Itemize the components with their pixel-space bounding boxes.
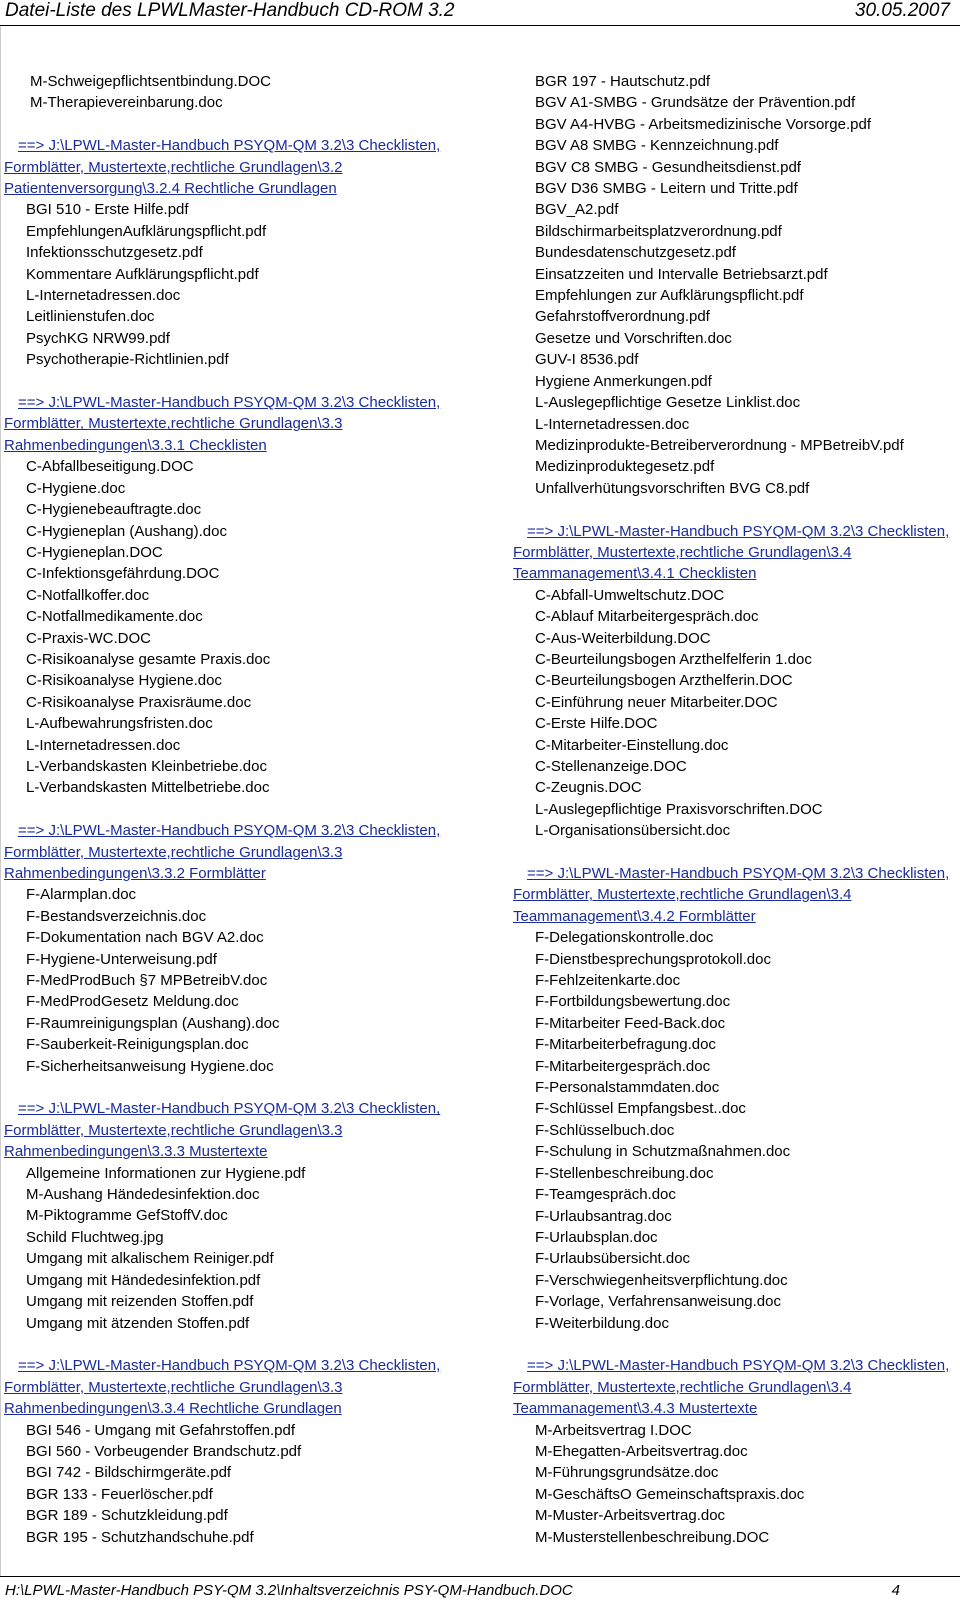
file-entry: F-Mitarbeiter Feed-Back.doc	[535, 1014, 726, 1032]
file-entry: C-Notfallkoffer.doc	[26, 586, 150, 604]
file-entry: BGV A8 SMBG - Kennzeichnung.pdf	[535, 137, 779, 155]
file-entry: F-Schulung in Schutzmaßnahmen.doc	[535, 1143, 791, 1161]
folder-link[interactable]: ==> J:\LPWL-Master-Handbuch PSYQM-QM 3.2\3 Checklisten,	[18, 1100, 441, 1118]
file-entry: GUV-I 8536.pdf	[535, 351, 639, 369]
file-entry: Umgang mit reizenden Stoffen.pdf	[26, 1293, 254, 1311]
right-column	[513, 71, 958, 1548]
file-entry: F-Personalstammdaten.doc	[535, 1079, 720, 1097]
folder-link[interactable]: ==> J:\LPWL-Master-Handbuch PSYQM-QM 3.2\3 Checklisten,	[527, 865, 950, 882]
file-entry: Hygiene Anmerkungen.pdf	[535, 372, 712, 390]
folder-link[interactable]: Teammanagement\3.4.2 Formblätter	[513, 907, 756, 925]
file-entry: BGI 560 - Vorbeugender Brandschutz.pdf	[26, 1442, 302, 1460]
section-rechtliche-grundlagen-3-3-4	[4, 1355, 484, 1548]
file-entry: Empfehlungen zur Aufklärungspflicht.pdf	[535, 287, 804, 305]
file-entry: C-Infektionsgefährdung.DOC	[26, 565, 220, 583]
file-entry: C-Ablauf Mitarbeitergespräch.doc	[535, 608, 759, 626]
section-formblaetter-3-3-2	[4, 820, 484, 1077]
file-entry: L-Verbandskasten Mittelbetriebe.doc	[26, 779, 270, 797]
folder-link[interactable]: Rahmenbedingungen\3.3.4 Rechtliche Grundlagen	[4, 1400, 342, 1418]
folder-link[interactable]: ==> J:\LPWL-Master-Handbuch PSYQM-QM 3.2\3 Checklisten,	[18, 1357, 441, 1375]
section-checklisten-3-3-1	[4, 392, 484, 799]
file-entry: Unfallverhütungsvorschriften BVG C8.pdf	[535, 479, 810, 497]
file-entry: C-Notfallmedikamente.doc	[26, 608, 203, 626]
folder-link[interactable]: Formblätter, Mustertexte,rechtliche Grundlagen\3.3	[4, 1378, 343, 1396]
section-checklisten-3-2-4	[4, 135, 484, 370]
folder-link[interactable]: ==> J:\LPWL-Master-Handbuch PSYQM-QM 3.2\3 Checklisten,	[527, 522, 950, 540]
file-entry: Gesetze und Vorschriften.doc	[535, 329, 732, 347]
file-entry: M-Arbeitsvertrag I.DOC	[535, 1421, 692, 1439]
file-entry: Bildschirmarbeitsplatzverordnung.pdf	[535, 222, 782, 240]
file-entry: L-Organisationsübersicht.doc	[535, 822, 731, 840]
file-entry: F-Verschwiegenheitsverpflichtung.doc	[535, 1271, 788, 1289]
file-entry: F-Teamgespräch.doc	[535, 1186, 676, 1204]
file-entry: F-Weiterbildung.doc	[535, 1314, 669, 1332]
folder-link[interactable]: Patientenversorgung\3.2.4 Rechtliche Grundlagen	[4, 180, 337, 198]
file-entry: C-Zeugnis.DOC	[535, 779, 642, 797]
file-entry: C-Abfall-Umweltschutz.DOC	[535, 586, 725, 604]
file-entry: BGR 189 - Schutzkleidung.pdf	[26, 1507, 228, 1525]
file-entry: BGV C8 SMBG - Gesundheitsdienst.pdf	[535, 158, 801, 176]
file-entry: Medizinprodukte-Betreiberverordnung - MPBetreibV.pdf	[535, 436, 904, 454]
file-entry: L-Internetadressen.doc	[26, 287, 181, 305]
file-entry: Bundesdatenschutzgesetz.pdf	[535, 244, 736, 262]
folder-link[interactable]: Formblätter, Mustertexte,rechtliche Grundlagen\3.3	[4, 843, 343, 861]
file-entry: Umgang mit Händedesinfektion.pdf	[26, 1271, 261, 1289]
file-entry: BGI 546 - Umgang mit Gefahrstoffen.pdf	[26, 1421, 296, 1439]
file-entry: Schild Fluchtweg.jpg	[26, 1228, 164, 1246]
file-entry: C-Abfallbeseitigung.DOC	[26, 458, 194, 476]
file-entry: L-Auslegepflichtige Praxisvorschriften.DOC	[535, 800, 823, 818]
section-checklisten-3-4-1	[513, 521, 958, 842]
file-entry: F-Bestandsverzeichnis.doc	[26, 907, 207, 925]
file-entry: M-Therapievereinbarung.doc	[30, 94, 223, 112]
folder-link[interactable]: Rahmenbedingungen\3.3.1 Checklisten	[4, 436, 267, 454]
file-entry: F-Fehlzeitenkarte.doc	[535, 972, 681, 990]
file-entry: M-Muster-Arbeitsvertrag.doc	[535, 1507, 726, 1525]
file-entry: L-Verbandskasten Kleinbetriebe.doc	[26, 757, 267, 775]
file-entry: C-Hygiene.doc	[26, 479, 126, 497]
file-entry: L-Internetadressen.doc	[26, 736, 181, 754]
file-entry: C-Aus-Weiterbildung.DOC	[535, 629, 711, 647]
folder-link[interactable]: Formblätter, Mustertexte,rechtliche Grundlagen\3.2	[4, 158, 343, 176]
file-list	[4, 884, 484, 1077]
file-entry: F-Hygiene-Unterweisung.pdf	[26, 950, 217, 968]
file-entry: C-Stellenanzeige.DOC	[535, 757, 687, 775]
file-entry: F-MedProdBuch §7 MPBetreibV.doc	[26, 972, 268, 990]
document-title: Datei-Liste des LPWLMaster-Handbuch CD-ROM 3.2	[5, 0, 455, 21]
file-entry: F-Mitarbeitergespräch.doc	[535, 1057, 711, 1075]
file-entry: M-Piktogramme GefStoffV.doc	[26, 1207, 228, 1225]
folder-link[interactable]: ==> J:\LPWL-Master-Handbuch PSYQM-QM 3.2\3 Checklisten,	[527, 1357, 950, 1375]
file-list	[513, 585, 958, 842]
folder-link[interactable]: Rahmenbedingungen\3.3.2 Formblätter	[4, 864, 266, 882]
folder-link[interactable]: Teammanagement\3.4.3 Mustertexte	[513, 1400, 758, 1418]
folder-link[interactable]: Formblätter, Mustertexte,rechtliche Grundlagen\3.4	[513, 886, 852, 904]
folder-link[interactable]: Formblätter, Mustertexte,rechtliche Grundlagen\3.4	[513, 543, 852, 561]
page-header	[0, 0, 960, 28]
file-entry: F-Sauberkeit-Reinigungsplan.doc	[26, 1036, 249, 1054]
file-entry: C-Erste Hilfe.DOC	[535, 715, 658, 733]
file-entry: C-Risikoanalyse Hygiene.doc	[26, 672, 222, 690]
file-entry: Umgang mit ätzenden Stoffen.pdf	[26, 1314, 250, 1332]
file-entry: C-Beurteilungsbogen Arzthelfelferin 1.doc	[535, 650, 812, 668]
file-entry: F-Mitarbeiterbefragung.doc	[535, 1036, 716, 1054]
file-entry: L-Auslegepflichtige Gesetze Linklist.doc	[535, 394, 801, 412]
file-entry: PsychKG NRW99.pdf	[26, 329, 170, 347]
page-footer	[0, 1576, 960, 1602]
header-rule	[0, 25, 960, 26]
folder-link[interactable]: Formblätter, Mustertexte,rechtliche Grundlagen\3.3	[4, 1121, 343, 1139]
file-entry: F-Schlüsselbuch.doc	[535, 1121, 675, 1139]
section-mustertexte-3-3-3	[4, 1098, 484, 1333]
file-entry: F-Alarmplan.doc	[26, 886, 137, 904]
file-list	[513, 927, 958, 1334]
file-entry: L-Internetadressen.doc	[535, 415, 690, 433]
file-entry: BGR 197 - Hautschutz.pdf	[535, 73, 711, 90]
file-entry: F-Sicherheitsanweisung Hygiene.doc	[26, 1057, 274, 1075]
file-entry: C-Einführung neuer Mitarbeiter.DOC	[535, 693, 778, 711]
file-entry: F-Stellenbeschreibung.doc	[535, 1164, 714, 1182]
file-entry: M-Ehegatten-Arbeitsvertrag.doc	[535, 1442, 748, 1460]
file-entry: C-Hygienebeauftragte.doc	[26, 501, 202, 519]
footer-file-path: H:\LPWL-Master-Handbuch PSY-QM 3.2\Inhaltsverzeichnis PSY-QM-Handbuch.DOC	[5, 1582, 573, 1599]
document-date: 30.05.2007	[854, 0, 950, 21]
file-list	[4, 1163, 484, 1334]
page-frame-line	[0, 26, 1, 1576]
file-list	[513, 1420, 958, 1548]
file-entry: M-Führungsgrundsätze.doc	[535, 1464, 719, 1482]
file-entry: C-Hygieneplan.DOC	[26, 543, 163, 561]
folder-link[interactable]: Formblätter, Mustertexte,rechtliche Grundlagen\3.3	[4, 415, 343, 433]
folder-link[interactable]: ==> J:\LPWL-Master-Handbuch PSYQM-QM 3.2\3 Checklisten,	[18, 394, 441, 412]
file-entry: F-Fortbildungsbewertung.doc	[535, 993, 731, 1011]
file-entry: F-Vorlage, Verfahrensanweisung.doc	[535, 1293, 781, 1311]
folder-link[interactable]: Formblätter, Mustertexte,rechtliche Grundlagen\3.4	[513, 1378, 852, 1396]
file-entry: Kommentare Aufklärungspflicht.pdf	[26, 265, 259, 283]
file-entry: F-Raumreinigungsplan (Aushang).doc	[26, 1014, 280, 1032]
folder-link[interactable]: Rahmenbedingungen\3.3.3 Mustertexte	[4, 1143, 268, 1161]
file-entry: Infektionsschutzgesetz.pdf	[26, 244, 203, 262]
left-column	[4, 71, 484, 1548]
file-list	[4, 456, 484, 799]
folder-link[interactable]: ==> J:\LPWL-Master-Handbuch PSYQM-QM 3.2\3 Checklisten,	[18, 137, 441, 155]
file-entry: BGI 510 - Erste Hilfe.pdf	[26, 201, 189, 219]
file-entry: M-Musterstellenbeschreibung.DOC	[535, 1528, 770, 1546]
file-entry: C-Mitarbeiter-Einstellung.doc	[535, 736, 729, 754]
file-entry: BGV A4-HVBG - Arbeitsmedizinische Vorsorge.pdf	[535, 115, 871, 133]
file-entry: Gefahrstoffverordnung.pdf	[535, 308, 710, 326]
file-entry: Medizinproduktegesetz.pdf	[535, 458, 715, 476]
file-entry: BGV_A2.pdf	[535, 201, 619, 219]
file-entry: M-GeschäftsO Gemeinschaftspraxis.doc	[535, 1485, 805, 1503]
section-mustertexte-3-4-3	[513, 1355, 958, 1548]
file-entry: M-Aushang Händedesinfektion.doc	[26, 1186, 260, 1204]
file-entry: Einsatzzeiten und Intervalle Betriebsarzt.pdf	[535, 265, 828, 283]
file-entry: C-Hygieneplan (Aushang).doc	[26, 522, 227, 540]
footer-rule	[0, 1576, 960, 1577]
file-entry: EmpfehlungenAufklärungspflicht.pdf	[26, 222, 267, 240]
file-entry: C-Beurteilungsbogen Arzthelferin.DOC	[535, 672, 793, 690]
file-entry: L-Aufbewahrungsfristen.doc	[26, 715, 213, 733]
file-entry: BGV D36 SMBG - Leitern und Tritte.pdf	[535, 180, 798, 198]
file-entry: BGV A1-SMBG - Grundsätze der Prävention.pdf	[535, 94, 856, 112]
folder-link[interactable]: Teammanagement\3.4.1 Checklisten	[513, 565, 757, 583]
file-entry: BGR 133 - Feuerlöscher.pdf	[26, 1485, 213, 1503]
file-entry: Allgemeine Informationen zur Hygiene.pdf	[26, 1164, 306, 1182]
file-entry: Leitlinienstufen.doc	[26, 308, 155, 326]
file-entry: BGR 195 - Schutzhandschuhe.pdf	[26, 1528, 254, 1546]
file-entry: C-Risikoanalyse Praxisräume.doc	[26, 693, 252, 711]
file-entry: M-Schweigepflichtsentbindung.DOC	[30, 73, 271, 90]
file-entry: F-Urlaubsantrag.doc	[535, 1207, 672, 1225]
file-entry: Umgang mit alkalischem Reiniger.pdf	[26, 1250, 274, 1268]
file-list	[4, 1420, 484, 1548]
section-formblaetter-3-4-2	[513, 863, 958, 1334]
file-entry: BGI 742 - Bildschirmgeräte.pdf	[26, 1464, 232, 1482]
file-entry: F-Dienstbesprechungsprotokoll.doc	[535, 950, 771, 968]
file-entry: Psychotherapie-Richtlinien.pdf	[26, 351, 229, 369]
folder-link[interactable]: ==> J:\LPWL-Master-Handbuch PSYQM-QM 3.2\3 Checklisten,	[18, 822, 441, 840]
file-entry: F-Urlaubsübersicht.doc	[535, 1250, 691, 1268]
file-entry: C-Risikoanalyse gesamte Praxis.doc	[26, 650, 271, 668]
file-entry: F-MedProdGesetz Meldung.doc	[26, 993, 239, 1011]
page-number: 4	[891, 1582, 900, 1599]
file-entry: C-Praxis-WC.DOC	[26, 629, 151, 647]
file-entry: F-Dokumentation nach BGV A2.doc	[26, 929, 264, 947]
file-entry: F-Urlaubsplan.doc	[535, 1228, 658, 1246]
file-entry: F-Schlüssel Empfangsbest..doc	[535, 1100, 746, 1118]
file-list	[513, 71, 958, 499]
file-list	[4, 199, 484, 370]
file-entry: F-Delegationskontrolle.doc	[535, 929, 714, 947]
